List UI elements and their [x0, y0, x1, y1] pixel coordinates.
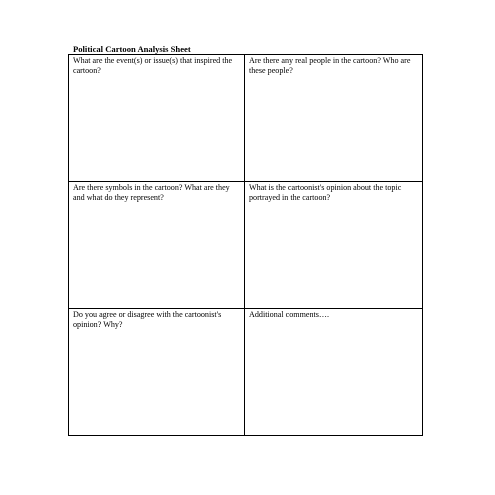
cell-real-people[interactable] — [245, 55, 422, 182]
cell-cartoonist-opinion[interactable] — [245, 182, 422, 309]
sheet-title: Political Cartoon Analysis Sheet — [73, 44, 191, 54]
cell-prompt-real-people: Are there any real people in the cartoon? Who are these people? — [249, 56, 411, 75]
cell-prompt-events-issues: What are the event(s) or issue(s) that inspired the cartoon? — [73, 56, 233, 75]
cell-agree-disagree[interactable] — [69, 309, 245, 435]
cell-symbols[interactable] — [69, 182, 245, 309]
cell-prompt-cartoonist-opinion: What is the cartoonist's opinion about the topic portrayed in the cartoon? — [249, 183, 402, 202]
cell-additional-comments[interactable] — [245, 309, 422, 435]
cell-prompt-agree-disagree: Do you agree or disagree with the cartoonist's opinion? Why? — [73, 310, 222, 329]
analysis-grid — [68, 54, 423, 436]
cell-events-issues[interactable] — [69, 55, 245, 182]
cell-prompt-symbols: Are there symbols in the cartoon? What are they and what do they represent? — [73, 183, 230, 202]
cell-prompt-additional-comments: Additional comments…. — [249, 310, 330, 319]
